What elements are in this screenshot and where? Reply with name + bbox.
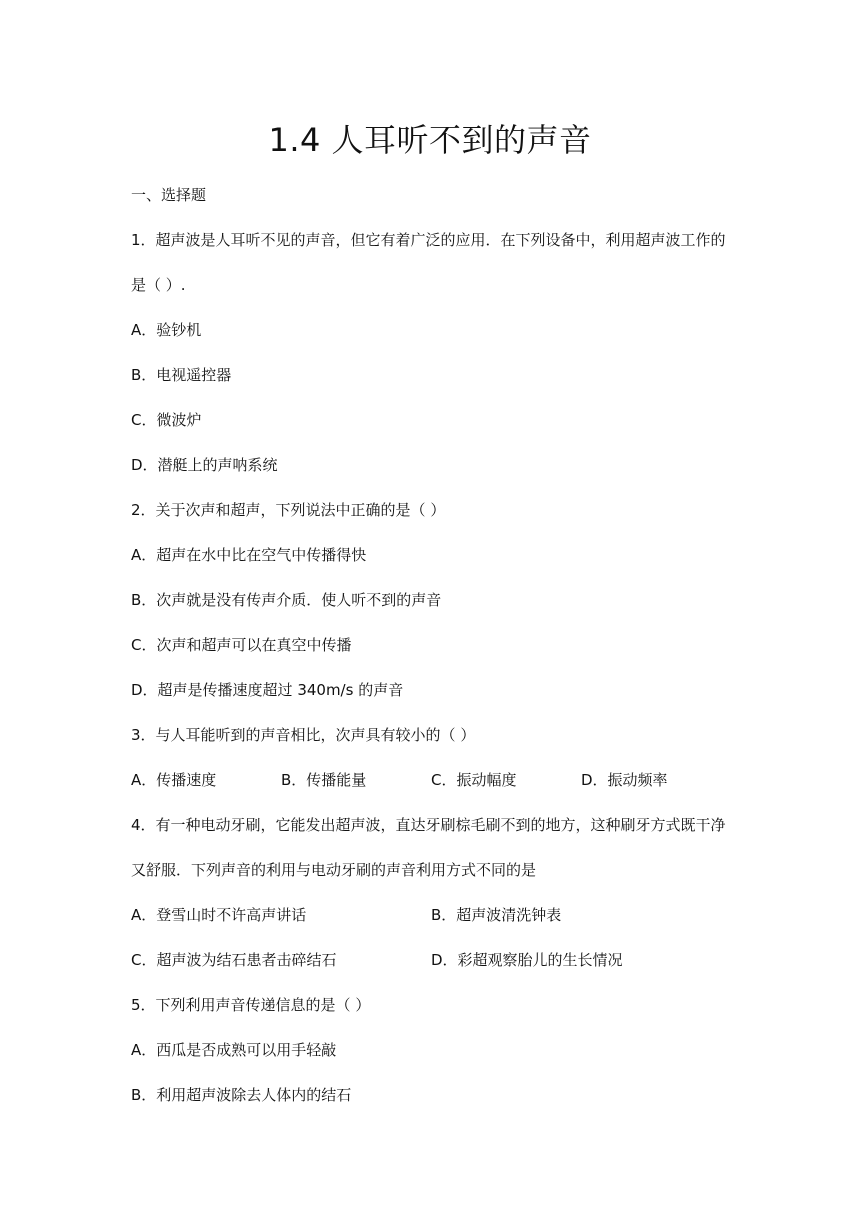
question-2-option-a: A．超声在水中比在空气中传播得快: [131, 546, 367, 564]
question-3-text: 3．与人耳能听到的声音相比，次声具有较小的（ ）: [131, 726, 476, 744]
question-5-option-a: A．西瓜是否成熟可以用手轻敲: [131, 1041, 337, 1059]
question-5-text: 5．下列利用声音传递信息的是（ ）: [131, 996, 371, 1014]
question-5-option-b: B．利用超声波除去人体内的结石: [131, 1086, 352, 1104]
question-4-option-c: C．超声波为结石患者击碎结石: [131, 951, 337, 969]
question-4-text-line-2: 又舒服．下列声音的利用与电动牙刷的声音利用方式不同的是: [131, 861, 537, 879]
question-4-option-b: B．超声波清洗钟表: [431, 906, 562, 924]
question-1-option-a: A．验钞机: [131, 321, 202, 339]
question-1-option-d: D．潜艇上的声呐系统: [131, 456, 278, 474]
question-3-option-c: C．振动幅度: [431, 771, 517, 789]
question-2-text: 2．关于次声和超声，下列说法中正确的是（ ）: [131, 501, 446, 519]
question-1-option-b: B．电视遥控器: [131, 366, 232, 384]
question-1-option-c: C．微波炉: [131, 411, 202, 429]
question-2-option-d: D．超声是传播速度超过 340m/s 的声音: [131, 681, 404, 699]
question-2-option-b: B．次声就是没有传声介质．使人听不到的声音: [131, 591, 442, 609]
page-title: 1.4 人耳听不到的声音: [268, 121, 592, 159]
question-3-option-d: D．振动频率: [581, 771, 668, 789]
question-3-option-b: B．传播能量: [281, 771, 367, 789]
question-1-text-line-1: 1．超声波是人耳听不见的声音，但它有着广泛的应用．在下列设备中，利用超声波工作的: [131, 231, 726, 249]
question-2-option-c: C．次声和超声可以在真空中传播: [131, 636, 352, 654]
question-1-text-line-2: 是（ ）.: [131, 276, 186, 294]
question-4-option-d: D．彩超观察胎儿的生长情况: [431, 951, 623, 969]
question-4-option-a: A．登雪山时不许高声讲话: [131, 906, 307, 924]
question-3-option-a: A．传播速度: [131, 771, 217, 789]
question-4-text-line-1: 4．有一种电动牙刷，它能发出超声波，直达牙刷棕毛刷不到的地方，这种刷牙方式既干净: [131, 816, 726, 834]
section-heading: 一、选择题: [131, 186, 207, 204]
